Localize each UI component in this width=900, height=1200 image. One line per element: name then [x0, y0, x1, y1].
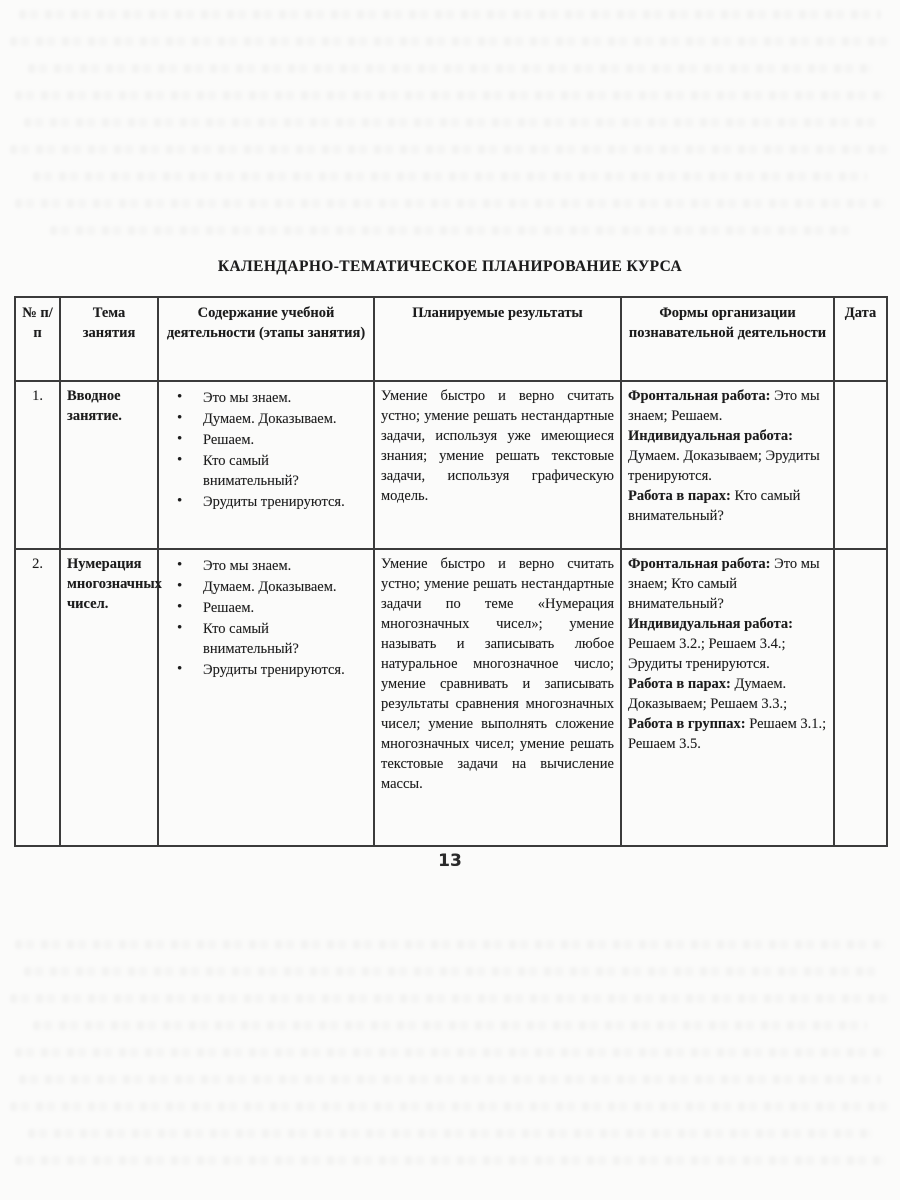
bullet-icon: •	[177, 557, 183, 573]
page-title: КАЛЕНДАРНО-ТЕМАТИЧЕСКОЕ ПЛАНИРОВАНИЕ КУРСА	[217, 258, 683, 275]
table-row	[15, 549, 887, 846]
ghost-text-line	[24, 967, 876, 976]
date-cell	[834, 549, 887, 846]
ghost-text-bottom	[6, 940, 894, 1190]
form-segment-label: Работа в парах:	[628, 488, 731, 504]
bullet-item	[177, 388, 365, 408]
form-segment-text: Это мы знаем; Кто самый внимательный?	[628, 556, 820, 612]
ghost-text-line	[28, 1129, 872, 1138]
forms-cell	[621, 549, 834, 846]
column-header-forms: Формы организации познавательной деятельности	[621, 297, 834, 381]
form-segment-text: Кто самый внимательный?	[628, 488, 801, 524]
form-segment-text: Решаем 3.2.; Решаем 3.4.; Эрудиты тренируются.	[628, 636, 786, 672]
form-segment	[628, 614, 827, 674]
row-number-cell: 1.	[15, 381, 60, 549]
bullet-item	[177, 556, 365, 576]
bullet-icon: •	[177, 620, 183, 636]
bullet-item	[177, 451, 365, 491]
content-list	[165, 556, 367, 680]
ghost-text-line	[15, 199, 885, 208]
form-segment-label: Работа в парах:	[628, 676, 731, 692]
ghost-text-line	[50, 226, 849, 235]
form-segment	[628, 554, 827, 614]
ghost-text-line	[15, 1156, 885, 1165]
form-segment-label: Фронтальная работа:	[628, 388, 771, 404]
topic-cell: Нумерация многозначных чисел.	[60, 549, 158, 846]
ghost-text-line	[28, 64, 872, 73]
row-number-cell: 2.	[15, 549, 60, 846]
bullet-icon: •	[177, 389, 183, 405]
ghost-text-line	[19, 1075, 880, 1084]
column-header-content: Содержание учебной деятельности (этапы занятия)	[158, 297, 374, 381]
results-cell: Умение быстро и верно считать устно; умение решать нестандартные задачи по теме «Нумерация многозначных чисел»; умение называть и записывать любое натуральное многозначное число; умение сравнивать и записывать результаты сравнения многозначных чисел; умение выполнять сложение многозначных чисел; умение решать текстовые задачи на вычисление массы.	[374, 549, 621, 846]
form-segment-label: Фронтальная работа:	[628, 556, 771, 572]
ghost-text-line	[19, 10, 880, 19]
ghost-text-line	[10, 1102, 889, 1111]
form-segment-label: Индивидуальная работа:	[628, 616, 793, 632]
form-segment-text: Это мы знаем; Решаем.	[628, 388, 820, 424]
bullet-item-label: Эрудиты тренируются.	[203, 662, 345, 678]
bullet-item	[177, 409, 365, 429]
form-segment-label: Индивидуальная работа:	[628, 428, 793, 444]
content-cell	[158, 381, 374, 549]
form-segment	[628, 386, 827, 426]
ghost-text-top	[6, 10, 894, 245]
ghost-text-line	[10, 994, 889, 1003]
content-cell	[158, 549, 374, 846]
bullet-item-label: Решаем.	[203, 600, 255, 616]
bullet-item-label: Думаем. Доказываем.	[203, 411, 337, 427]
table-row	[15, 381, 887, 549]
ghost-text-line	[15, 91, 885, 100]
ghost-text-line	[15, 940, 885, 949]
column-header-date: Дата	[834, 297, 887, 381]
bullet-item	[177, 492, 365, 512]
ghost-text-line	[33, 172, 868, 181]
results-cell: Умение быстро и верно считать устно; умение решать нестандартные задачи, используя уже имеющиеся знания; умение решать текстовые задачи, используя графическую модель.	[374, 381, 621, 549]
form-segment	[628, 674, 827, 714]
bullet-item-label: Решаем.	[203, 432, 255, 448]
bullet-icon: •	[177, 452, 183, 468]
date-cell	[834, 381, 887, 549]
topic-cell: Вводное занятие.	[60, 381, 158, 549]
form-segment	[628, 426, 827, 486]
bullet-item	[177, 660, 365, 680]
bullet-icon: •	[177, 431, 183, 447]
ghost-text-line	[33, 1021, 868, 1030]
bullet-item	[177, 430, 365, 450]
bullet-icon: •	[177, 578, 183, 594]
ghost-text-line	[24, 118, 876, 127]
column-header-num: № п/п	[15, 297, 60, 381]
bullet-icon: •	[177, 599, 183, 615]
bullet-icon: •	[177, 661, 183, 677]
form-segment-label: Работа в группах:	[628, 716, 746, 732]
form-segment-text: Думаем. Доказываем; Решаем 3.3.;	[628, 676, 788, 712]
bullet-item-label: Кто самый внимательный?	[203, 453, 299, 489]
bullet-item	[177, 577, 365, 597]
forms-cell	[621, 381, 834, 549]
content-list	[165, 388, 367, 512]
bullet-item-label: Это мы знаем.	[203, 390, 292, 406]
form-segment-text: Решаем 3.1.; Решаем 3.5.	[628, 716, 827, 752]
bullet-item-label: Кто самый внимательный?	[203, 621, 299, 657]
form-segment	[628, 714, 827, 754]
bullet-item-label: Это мы знаем.	[203, 558, 292, 574]
column-header-topic: Тема занятия	[60, 297, 158, 381]
planning-table	[14, 296, 888, 847]
ghost-text-line	[15, 1048, 885, 1057]
bullet-item	[177, 619, 365, 659]
form-segment	[628, 486, 827, 526]
bullet-icon: •	[177, 493, 183, 509]
page-number: 13	[438, 851, 462, 871]
ghost-text-line	[10, 145, 889, 154]
bullet-icon: •	[177, 410, 183, 426]
bullet-item-label: Эрудиты тренируются.	[203, 494, 345, 510]
form-segment-text: Думаем. Доказываем; Эрудиты тренируются.	[628, 448, 820, 484]
header-row	[15, 297, 887, 381]
ghost-text-line	[10, 37, 889, 46]
bullet-item	[177, 598, 365, 618]
column-header-results: Планируемые результаты	[374, 297, 621, 381]
bullet-item-label: Думаем. Доказываем.	[203, 579, 337, 595]
